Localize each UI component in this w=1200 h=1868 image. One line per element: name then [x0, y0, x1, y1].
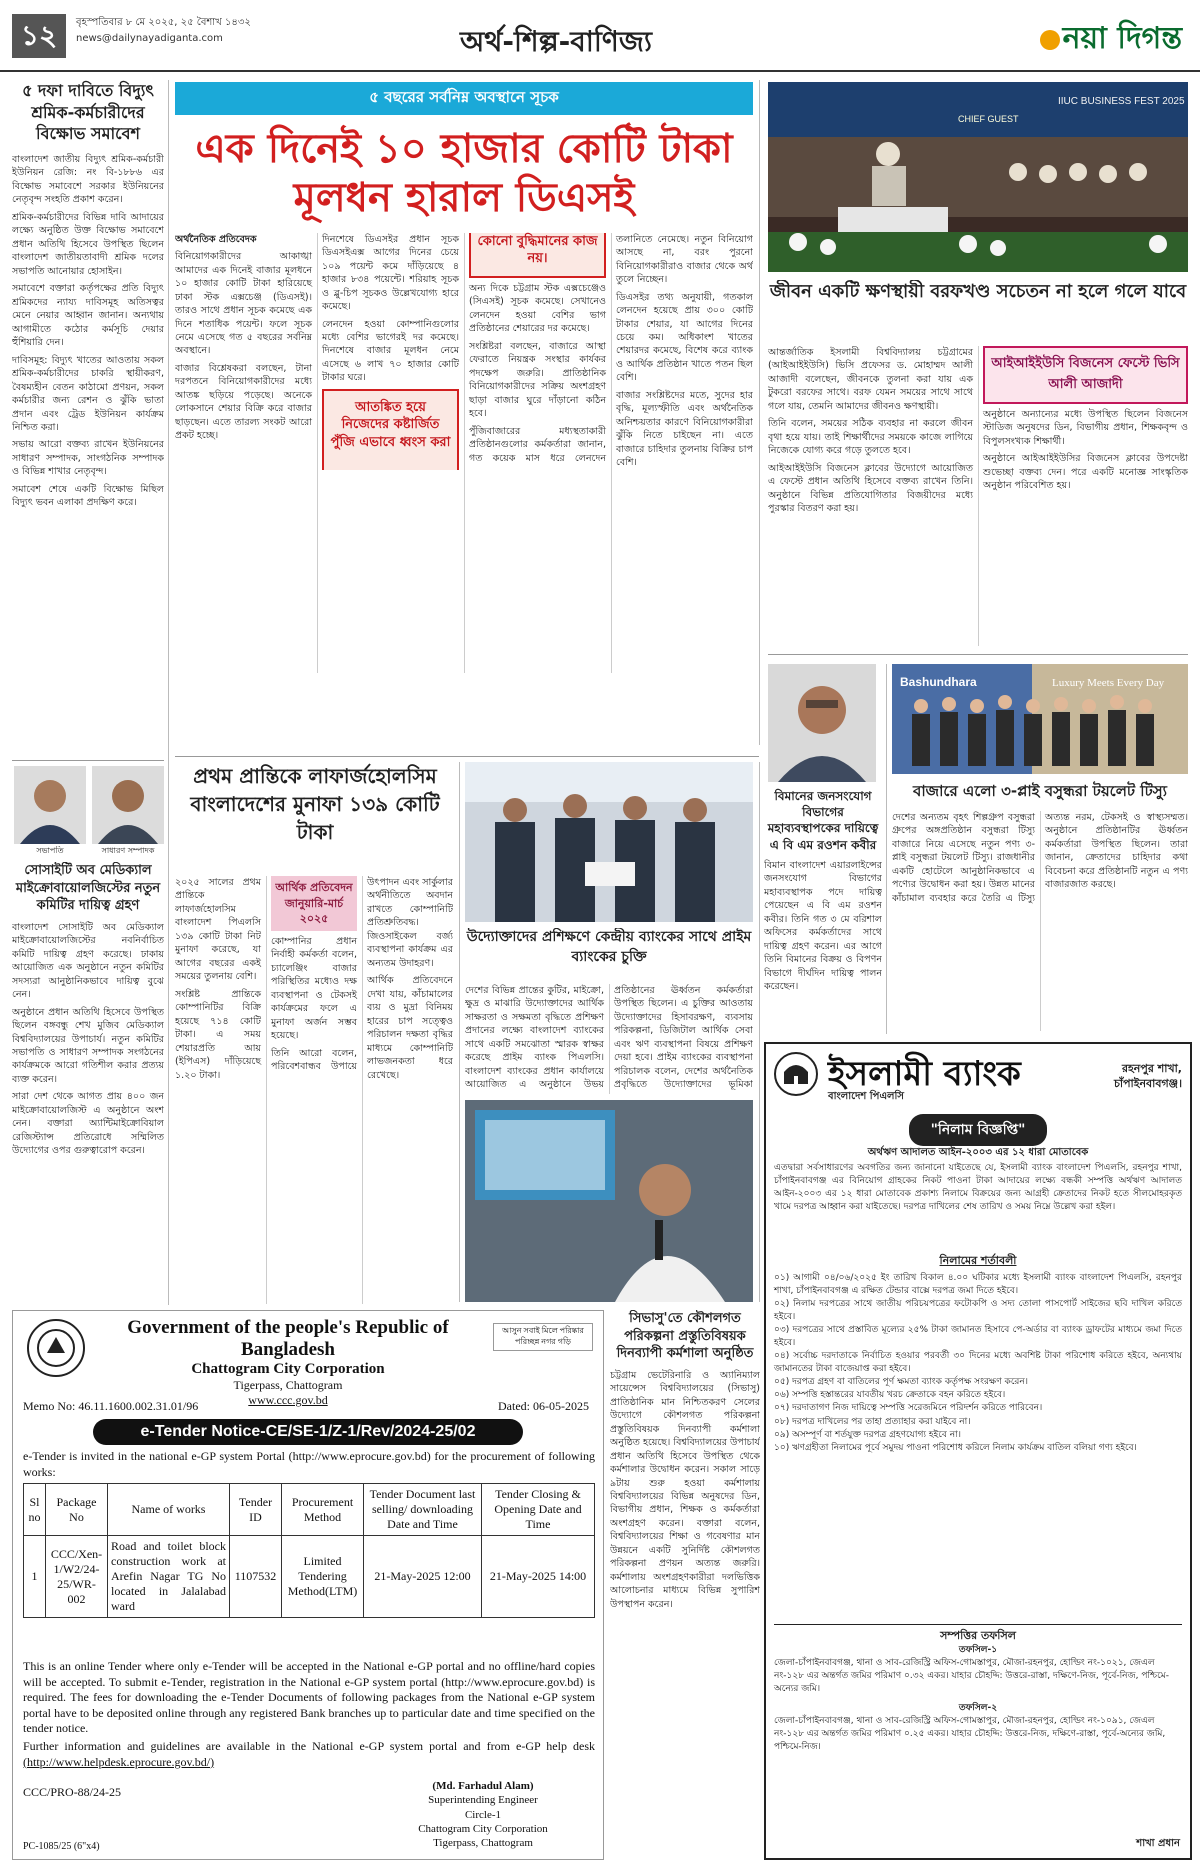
- sun-icon: [1040, 30, 1060, 50]
- schedule-2: জেলা-চাঁপাইনবাবগঞ্জ, থানা ও সাব-রেজিস্ট্রি অফিস-গোমস্তাপুর, মৌজা-রহনপুর, হোল্ডিং নং-১০৯১, জেএল নং-১২৮ এর অন্তর্গত জমির পরিমাণ ০.২৫ একর। যাহার চৌহদ্দি: উত্তরে-নিজ, দক্ষিণে-রাস্তা, পূর্বে-অন্যের জমি, পশ্চিমে-নিজ।: [774, 1716, 1166, 1753]
- prime-bank-headline-box: [465, 928, 753, 980]
- cvasu-body: চট্টগ্রাম ভেটেরিনারি ও অ্যানিম্যাল সায়েন্সেস বিশ্ববিদ্যালয়ের (সিভাসু) প্রাতিষ্ঠানিক মান নিশ্চিতকরণ সেলের উদ্যোগে কৌশলগত পরিকল্পনা প্রস্তুতিবিষয়ক দিনব্যাপী কর্মশালা অনুষ্ঠিত হয়েছে। বিশ্ববিদ্যালয়ের উপাচার্য প্রধান অতিথি হিসেবে উপস্থিত থেকে কর্মশালার উদ্বোধন করেন। সকাল সাড়ে ৯টায় শুরু হওয়া কর্মশালায় বিশ্ববিদ্যালয়ের বিভিন্ন অনুষদের ডিন, বিভাগীয় প্রধান, শিক্ষক ও কর্মকর্তারা অংশগ্রহণ করেন। বক্তারা বলেন, বিশ্ববিদ্যালয়ের শিক্ষা ও গবেষণার মান উন্নয়নে একটি সুনির্দিষ্ট কৌশলগত পরিকল্পনা প্রণয়ন অত্যন্ত জরুরি। কর্মশালায় অংশগ্রহণকারীরা দলভিত্তিক আলোচনার মাধ্যমে বিভিন্ন সুপারিশ উপস্থাপন করেন।: [610, 1369, 760, 1610]
- lead-story: [175, 82, 753, 752]
- paragraph: বাংলাদেশ জাতীয় বিদ্যুৎ শ্রমিক-কর্মচারী ইউনিয়ন রেজি: নং বি-১৮৮৬ এর বিক্ষোভ সমাবেশে সরকার ইউনিয়নের নেতৃবৃন্দ সংহতি প্রকাশ করেন।: [12, 153, 164, 206]
- term: ০৭) দরদাতাগণ নিজ দায়িত্বে সম্পত্তি সরেজমিনে পরিদর্শন করিতে পারিবেন।: [774, 1403, 1043, 1414]
- paragraph: বাজার সংশ্লিষ্টদের মতে, সুদের হার বৃদ্ধি, মূল্যস্ফীতি এবং অর্থনৈতিক অনিশ্চয়তার কারণে বিনিয়োগকারীরা ঝুঁকি নিতে চাইছেন না। এতে বাজারে চাহিদার তুলনায় বিক্রির চাপ বেশি।: [616, 389, 753, 469]
- cell-doc-date: 21-May-2025 12:00: [364, 1536, 482, 1618]
- signer-unit: Circle-1: [464, 1808, 502, 1821]
- paragraph: অনুষ্ঠানে প্রধান অতিথি হিসেবে উপস্থিত ছিলেন বঙ্গবন্ধু শেখ মুজিব মেডিক্যাল বিশ্ববিদ্যালয়ের উপাচার্য। নতুন কমিটির সভাপতি ও সাধারণ সম্পাদক সংগঠনের কার্যক্রমকে আরো গতিশীল করার প্রত্যয় ব্যক্ত করেন।: [12, 1006, 164, 1085]
- pc-number: PC-1085/25 (6"x4): [23, 1841, 100, 1852]
- paragraph: অনুষ্ঠানে আইআইইউসির বিজনেস ক্লাবের উপদেষ্টা শুভেচ্ছা বক্তব্য দেন। পরে একটি মনোজ্ঞ সাংস্কৃতিক অনুষ্ঠান পরিবেশিত হয়।: [983, 453, 1188, 492]
- term: ০৪) সর্বোচ্চ দরদাতাকে নির্বাচিত হওয়ার পরবর্তী ৩০ দিনের মধ্যে অবশিষ্ট টাকা পরিশোধ করিতে হইবে, অন্যথায় জামানতের টাকা বাজেয়াপ্ত করা হইবে।: [774, 1351, 1182, 1375]
- cvasu-headline: সিভাসু'তে কৌশলগত পরিকল্পনা প্রস্তুতিবিষয়ক দিনব্যাপী কর্মশালা অনুষ্ঠিত: [616, 1311, 754, 1362]
- mosque-logo-icon: [774, 1052, 818, 1096]
- schedule-title: সম্পত্তির তফসিল: [774, 1624, 1182, 1644]
- left-story: [12, 80, 164, 752]
- signature-block: [373, 1779, 593, 1850]
- brand-sign: Bashundhara: [900, 675, 977, 689]
- lafarge-headline: প্রথম প্রান্তিকে লাফার্জহোলসিম বাংলাদেশের মুনাফা ১৩৯ কোটি টাকা: [190, 764, 440, 844]
- schedule-2-title: তফসিল-২: [958, 1703, 998, 1714]
- biman-photo: [768, 664, 876, 782]
- left-story-headline: ৫ দফা দাবিতে বিদ্যুৎ শ্রমিক-কর্মচারীদের বিক্ষোভ সমাবেশ: [22, 81, 154, 144]
- act-line: অর্থঋণ আদালত আইন-২০০৩ এর ১২ ধারা মোতাবেক: [867, 1147, 1089, 1158]
- paragraph: সমাবেশ শেষে একটি বিক্ষোভ মিছিল বিদ্যুৎ ভবন এলাকা প্রদক্ষিণ করে।: [12, 483, 164, 509]
- tender-intro: e-Tender is invited in the national e-GP system Portal (http://www.eprocure.gov.bd) for the procurement of following works:: [23, 1449, 595, 1479]
- email-link[interactable]: news@dailynayadiganta.com: [76, 33, 223, 44]
- cc-website-link[interactable]: www.ccc.gov.bd: [248, 1393, 328, 1407]
- term: ০২) নিলাম দরপত্রের সাথে জাতীয় পরিচয়পত্রের ফটোকপি ও সদ্য তোলা পাসপোর্ট সাইজের ছবি দাখিল করিতে হইবে।: [774, 1299, 1182, 1323]
- paragraph: দাবিসমূহ: বিদ্যুৎ খাতের আওতায় সকল শ্রমিক-কর্মচারীদের চাকরি স্থায়ীকরণ, বৈষম্যহীন বেতন কাঠামো প্রণয়ন, সকল কর্মচারীর জন্য রেশন ও ঝুঁকি ভাতা প্রদান এবং ট্রেড ইউনিয়ন কার্যক্রম নিশ্চিত করা।: [12, 354, 164, 433]
- lead-headline: এক দিনেই ১০ হাজার কোটি টাকা মূলধন হারাল ডিএসই: [195, 126, 733, 221]
- paragraph: অনুষ্ঠানে অন্যান্যের মধ্যে উপস্থিত ছিলেন বিজনেস স্টাডিজ অনুষদের ডিন, বিভাগীয় প্রধান, শিক্ষকবৃন্দ ও বিপুলসংখ্যক শিক্ষার্থী।: [983, 409, 1188, 447]
- help-desk-link[interactable]: (http://www.helpdesk.eprocure.gov.bd/): [23, 1754, 215, 1769]
- paragraph: বাজার বিশ্লেষকরা বলছেন, টানা দরপতনে বিনিয়োগকারীদের মধ্যে আতঙ্ক ছড়িয়ে পড়েছে। অনেকে লোকসানে শেয়ার বিক্রি করে বাজার ছাড়ছেন। এতে তারল্য সংকট আরো প্রকট হচ্ছে।: [175, 362, 312, 442]
- bashundhara-photo: [892, 664, 1188, 774]
- iiuc-headline: জীবন একটি ক্ষণস্থায়ী বরফখণ্ড সচেতন না হলে গলে যাবে: [769, 281, 1187, 302]
- schedule: [774, 1644, 1182, 1754]
- paragraph: কোম্পানির প্রধান নির্বাহী কর্মকর্তা বলেন, চ্যালেঞ্জিং বাজার পরিস্থিতির মধ্যেও দক্ষ ব্যবস্থাপনা ও টেকসই কার্যক্রমের ফলে এ মুনাফা অর্জন সম্ভব হয়েছে।: [271, 935, 357, 1042]
- prime-bank-body: দেশের বিভিন্ন প্রান্তের কুটির, মাইক্রো, ক্ষুদ্র ও মাঝারি উদ্যোক্তাদের আর্থিক সাক্ষরতা ও সক্ষমতা বৃদ্ধিতে প্রশিক্ষণ প্রদানের লক্ষ্যে বাংলাদেশ ব্যাংকের সাথে একটি সমঝোতা স্মারক স্বাক্ষর করেছে প্রাইম ব্যাংক পিএলসি। বাংলাদেশ ব্যাংকের প্রধান কার্যালয়ে আয়োজিত এ অনুষ্ঠানে উভয় প্রতিষ্ঠানের ঊর্ধ্বতন কর্মকর্তারা উপস্থিত ছিলেন। এ চুক্তির আওতায় উদ্যোক্তাদের হিসাবরক্ষণ, ব্যবসায় পরিকল্পনা, ডিজিটাল আর্থিক সেবা এবং ঋণ ব্যবস্থাপনা বিষয়ে প্রশিক্ষণ দেয়া হবে। প্রাইম ব্যাংকের ব্যবস্থাপনা পরিচালক বলেন, দেশের অর্থনৈতিক প্রবৃদ্ধিতে উদ্যোক্তাদের ভূমিকা: [465, 985, 753, 1091]
- prime-bank-photo: [465, 762, 753, 922]
- terms-title: নিলামের শর্তাবলী: [939, 1254, 1017, 1267]
- table-row: [24, 1536, 595, 1618]
- bank-intro: এতদ্বারা সর্বসাধারণের অবগতির জন্য জানানো যাইতেছে যে, ইসলামী ব্যাংক বাংলাদেশ পিএলসি, রহনপুর শাখা, চাঁপাইনবাবগঞ্জ এর বিনিয়োগ গ্রাহকের নিকট পাওনা টাকা আদায়ের লক্ষ্যে বন্ধকী সম্পত্তি অর্থঋণ আদালত আইন-২০০৩ এর ১২ ধারা মোতাবেক প্রকাশ্য নিলামে বিক্রয়ের জন্য আগ্রহী ক্রেতাদের নিকট হতে সীলমোহরকৃত খামে দরপত্র আহ্বান করা যাইতেছে। দরপত্র দাখিলের শেষ তারিখ ও সময় নিম্নে উল্লেখ করা হইল।: [774, 1163, 1182, 1213]
- paragraph: পুঁজিবাজারের মধ্যস্থতাকারী প্রতিষ্ঠানগুলোর কর্মকর্তারা জানান, গত কয়েক মাস ধরে লেনদেন তলানিতে নেমেছে। নতুন বিনিয়োগ আসছে না, বরং পুরনো বিনিয়োগকারীরাও বাজার থেকে অর্থ তুলে নিচ্ছেন।: [469, 233, 753, 464]
- paragraph: অন্য দিকে চট্টগ্রাম স্টক এক্সচেঞ্জেও (সিএসই) সূচক কমেছে। সেখানেও লেনদেন হওয়া বেশির ভাগ প্রতিষ্ঠানের শেয়ারের দর কমেছে।: [469, 282, 606, 335]
- date-line: বৃহস্পতিবার ৮ মে ২০২৫, ২৫ বৈশাখ ১৪৩২: [76, 17, 251, 28]
- bank-signature: শাখা প্রধান: [1136, 1837, 1180, 1849]
- cell-closing-date: 21-May-2025 14:00: [482, 1536, 595, 1618]
- tender-table: [23, 1483, 595, 1618]
- paragraph: দিনশেষে ডিএসইর প্রধান সূচক ডিএসইএক্স আগের দিনের চেয়ে ১০৯ পয়েন্ট কমে দাঁড়িয়েছে ৪ হাজার ৮৩৪ পয়েন্টে। শরিয়াহ সূচক ও ব্লু-চিপ সূচকও উল্লেখযোগ্য হারে কমেছে।: [322, 233, 459, 313]
- th-sl: Sl no: [24, 1484, 46, 1536]
- lafarge-body: [175, 876, 453, 1304]
- auction-notice: "নিলাম বিজ্ঞপ্তি": [909, 1114, 1048, 1146]
- president-photo: [14, 766, 86, 844]
- paragraph: তিনি বলেন, সময়ের সঠিক ব্যবহার না করলে জীবন বৃথা হয়ে যায়। তাই শিক্ষার্থীদের সময়কে কাজে লাগিয়ে নিজেকে যোগ্য করে গড়ে তুলতে হবে।: [768, 418, 973, 457]
- paragraph: বাংলাদেশ সোসাইটি অব মেডিক্যাল মাইক্রোবায়োলজিস্টের নবনির্বাচিত কমিটি দায়িত্ব গ্রহণ করেছে। ঢাকায় আয়োজিত এক অনুষ্ঠানে নতুন কমিটির সদস্যরা আনুষ্ঠানিকভাবে দায়িত্ব বুঝে নেন।: [12, 921, 164, 1001]
- paragraph: সংশ্লিষ্টরা বলছেন, বাজারে আস্থা ফেরাতে নিয়ন্ত্রক সংস্থার কার্যকর পদক্ষেপ জরুরি। প্রাতিষ্ঠানিক বিনিয়োগকারীদের সক্রিয় অংশগ্রহণ ছাড়া বাজার ঘুরে দাঁড়ানো কঠিন হবে।: [469, 340, 606, 420]
- iiuc-photo: [768, 82, 1188, 272]
- paragraph: ২০২৫ সালের প্রথম প্রান্তিকে লাফার্জহোলসিম বাংলাদেশ পিএলসি ১৩৯ কোটি টাকা নিট মুনাফা করেছে, যা আগের বছরের একই সময়ের তুলনায় বেশি।: [175, 877, 261, 983]
- side-note: আসুন সবাই মিলে পরিষ্কার পরিচ্ছন্ন নগর গড়ি: [493, 1323, 593, 1351]
- th-works: Name of works: [108, 1484, 230, 1536]
- pull-quote: আতঙ্কিত হয়ে নিজেদের কষ্টার্জিত পুঁজি এভাবে ধ্বংস করা কোনো বুদ্ধিমানের কাজ নয়।: [322, 233, 606, 470]
- banner-subtext: CHIEF GUEST: [958, 114, 1019, 124]
- iiuc-body: [768, 346, 1188, 646]
- term: ০৮) দরপত্র দাখিলের পর তাহা প্রত্যাহার করা যাইবে না।: [774, 1416, 971, 1427]
- cell-sl: 1: [24, 1536, 46, 1618]
- bank-branch: রহনপুর শাখা, চাঁপাইনবাবগঞ্জ।: [1113, 1062, 1182, 1090]
- memo-date: Dated: 06-05-2025: [498, 1399, 589, 1413]
- society-story: [12, 862, 164, 1302]
- workshop-photo: [465, 1100, 753, 1302]
- left-story-body: [12, 153, 164, 514]
- tender-para-2: Further information and guidelines are available in the National e-GP system portal and from e-GP help desk: [23, 1739, 595, 1753]
- logo-text: নয়া দিগন্ত: [1062, 21, 1182, 56]
- paragraph: ডিএসইর তথ্য অনুযায়ী, গতকাল লেনদেন হয়েছে প্রায় ৩০০ কোটি টাকার শেয়ার, যা আগের দিনের চেয়ে কম। অধিকাংশ খাতের শেয়ারদর কমেছে, বিশেষ করে ব্যাংক ও আর্থিক প্রতিষ্ঠান খাতে পতন ছিল বেশি।: [616, 291, 753, 384]
- term: ০৫) দরপত্র গ্রহণ বা বাতিলের পূর্ণ ক্ষমতা ব্যাংক কর্তৃপক্ষ সংরক্ষণ করেন।: [774, 1377, 1028, 1388]
- cc-address: Tigerpass, Chattogram: [233, 1378, 343, 1392]
- th-tender-id: Tender ID: [230, 1484, 282, 1536]
- signer-title: Superintending Engineer: [428, 1794, 538, 1807]
- tender-notice: [12, 1310, 604, 1860]
- cell-tender-id: 1107532: [230, 1536, 282, 1618]
- page-number: ১২: [12, 14, 66, 58]
- paragraph: শ্রমিক-কর্মচারীদের বিভিন্ন দাবি আদায়ের লক্ষ্যে অনুষ্ঠিত উক্ত বিক্ষোভ সমাবেশে প্রধান অতিথি হিসেবে উপস্থিত ছিলেন বাংলাদেশ জাতীয়তাবাদী শ্রমিক দলের সভাপতি আনোয়ার হোসাইন।: [12, 211, 164, 277]
- byline: অর্থনৈতিক প্রতিবেদক: [175, 233, 257, 245]
- prime-bank-headline: উদ্যোক্তাদের প্রশিক্ষণে কেন্দ্রীয় ব্যাংকের সাথে প্রাইম ব্যাংকের চুক্তি: [466, 929, 752, 965]
- biman-body: বিমান বাংলাদেশ এয়ারলাইন্সের জনসংযোগ বিভাগের মহাব্যবস্থাপক পদে দায়িত্ব পেয়েছেন এ বি এম রওশন কবীর। তিনি গত ৩ মে বরিশাল অফিসের কর্মকর্তাদের সাথে দায়িত্ব গ্রহণ করেন। এর আগে তিনি বিমানের বিক্রয় ও বিপণন বিভাগে দীর্ঘদিন দায়িত্ব পালন করেছেন।: [764, 859, 882, 993]
- paragraph: সংশ্লিষ্ট প্রান্তিকে কোম্পানিটির বিক্রি হয়েছে ৭১৪ কোটি টাকা। এ সময় শেয়ারপ্রতি আয় (ইপিএস) দাঁড়িয়েছে ১.২০ টাকা।: [175, 988, 261, 1081]
- paragraph: সারা দেশ থেকে আগত প্রায় ৪০০ জন মাইক্রোবায়োলজিস্ট এ অনুষ্ঠানে অংশ নেন। বক্তারা অ্যান্টিমাইক্রোবিয়াল রেজিস্ট্যান্স প্রতিরোধে সম্মিলিত উদ্যোগের ওপর গুরুত্বারোপ করেন।: [12, 1091, 164, 1157]
- th-method: Procurement Method: [282, 1484, 364, 1536]
- term: ০৯) অসম্পূর্ণ বা শর্তযুক্ত দরপত্র গ্রহণযোগ্য হইবে না।: [774, 1429, 961, 1440]
- lead-kicker: ৫ বছরের সর্বনিম্ন অবস্থানে সূচক: [175, 82, 753, 115]
- th-doc-date: Tender Document last selling/ downloading Date and Time: [364, 1484, 482, 1536]
- bashundhara-story: [892, 780, 1188, 1035]
- cell-method: Limited Tendering Method(LTM): [282, 1536, 364, 1618]
- cvasu-story: [610, 1310, 760, 1860]
- schedule-1-title: তফসিল-১: [958, 1645, 998, 1655]
- bank-sub: বাংলাদেশ পিএলসি: [828, 1091, 904, 1102]
- paragraph: আর্থিক প্রতিবেদনে দেখা যায়, কাঁচামালের ব্যয় ও মুদ্রা বিনিময় হারের চাপ সত্ত্বেও পরিচালন দক্ষতা বৃদ্ধির মাধ্যমে কোম্পানিটি লাভজনকতা ধরে রেখেছে।: [367, 975, 453, 1081]
- logo[interactable]: [1040, 14, 1182, 65]
- secretary-photo: [92, 766, 164, 844]
- tender-para-1: This is an online Tender where only e-Tender will be accepted in the National e-GP portal and no offline/hard copies will be accepted. To submit e-Tender, registration in the National e-GP system portal (http://www.eprocure.gov.bd) is required. The fees for downloading the e-Tender Documents of following packages from the National e-GP system portal have to be deposited online through any registered Bank branches up to particular date and time specified on the tender notice.: [23, 1659, 595, 1736]
- society-headline: সোসাইটি অব মেডিক্যাল মাইক্রোবায়োলজিস্টের নতুন কমিটির দায়িত্ব গ্রহণ: [15, 863, 161, 914]
- term: ০১) আগামী ০৪/০৬/২০২৫ ইং তারিখ বিকাল ৪.০০ ঘটিকার মধ্যে ইসলামী ব্যাংক বাংলাদেশ পিএলসি, রহনপুর শাখা, চাঁপাইনবাবগঞ্জ এ রক্ষিত টেন্ডার বাক্সে দরপত্র জমা দিতে হইবে।: [774, 1273, 1182, 1297]
- cell-package: CCC/Xen-1/W2/24-25/WR-002: [46, 1536, 108, 1618]
- paragraph: আন্তর্জাতিক ইসলামী বিশ্ববিদ্যালয় চট্টগ্রামের (আইআইইউসি) ভিসি প্রফেসর ড. মোহাম্মদ আলী আজাদী বলেছেন, জীবনকে তুলনা করা যায় এক টুকরো বরফের সাথে। বরফ যেমন সময়ের সাথে সাথে গলে যায়, তেমনি আমাদের জীবনও ক্ষণস্থায়ী।: [768, 347, 973, 412]
- banner-text: IIUC BUSINESS FEST 2025: [1058, 96, 1185, 107]
- bashundhara-headline: বাজারে এলো ৩-প্লাই বসুন্ধরা টয়লেট টিস্যু: [912, 782, 1168, 800]
- section-title: অর্থ-শিল্প-বাণিজ্য: [460, 25, 653, 58]
- president-label: সভাপতি: [36, 846, 64, 855]
- th-package: Package No: [46, 1484, 108, 1536]
- bashundhara-body: দেশের অন্যতম বৃহৎ শিল্পগ্রুপ বসুন্ধরা গ্রুপের অঙ্গপ্রতিষ্ঠান বসুন্ধরা টিস্যু বাজারে নিয়ে এসেছে নতুন পণ্য ৩-প্লাই বসুন্ধরা টয়লেট টিস্যু। রাজধানীর একটি হোটেলে আনুষ্ঠানিকভাবে এ পণ্যের উদ্বোধন করা হয়। উন্নত মানের কাঁচামাল ব্যবহার করে তৈরি এ টিস্যু অত্যন্ত নরম, টেকসই ও স্বাস্থ্যসম্মত। অনুষ্ঠানে প্রতিষ্ঠানটির ঊর্ধ্বতন কর্মকর্তারা উপস্থিত ছিলেন। তারা জানান, ক্রেতাদের চাহিদার কথা বিবেচনা করে প্রতিষ্ঠানটি নতুন এ পণ্য বাজারজাত করছে।: [892, 812, 1188, 904]
- gov-title: Government of the people's Republic of Bangladesh: [127, 1317, 449, 1360]
- paragraph: সভায় আরো বক্তব্য রাখেন ইউনিয়নের সাধারণ সম্পাদক, সাংগঠনিক সম্পাদক ও বিভিন্ন শাখার নেতৃবৃন্দ।: [12, 439, 164, 478]
- signer-address: Tigerpass, Chattogram: [433, 1837, 533, 1850]
- term: ০৩) দরপত্রের সাথে প্রস্তাবিত মূল্যের ২৫% টাকা জামানত হিসাবে পে-অর্ডার বা ব্যাংক ড্রাফটের মাধ্যমে জমা দিতে হইবে।: [774, 1325, 1182, 1349]
- schedule-1: জেলা-চাঁপাইনবাবগঞ্জ, থানা ও সাব-রেজিস্ট্রি অফিস-গোমস্তাপুর, মৌজা-রহনপুর, হোল্ডিং নং-১০২১, জেএল নং-১২৮ এর অন্তর্গত জমির পরিমাণ ০.৩২ একর। যাহার চৌহদ্দি: উত্তরে-রাস্তা, দক্ষিণে-নিজ, পূর্বে-নিজ, পশ্চিমে-অন্যের জমি।: [774, 1658, 1169, 1695]
- luxury-sign: Luxury Meets Every Day: [1052, 677, 1165, 689]
- paragraph: আইআইইউসি বিজনেস ক্লাবের উদ্যোগে আয়োজিত এ ফেস্টে প্রধান অতিথি হিসেবে বক্তব্য রাখেন তিনি। অনুষ্ঠানে বিভিন্ন প্রতিযোগিতার বিজয়ীদের মধ্যে পুরস্কার বিতরণ করা হয়।: [768, 462, 973, 515]
- pro-number: CCC/PRO-88/24-25: [23, 1785, 122, 1799]
- paragraph: তিনি আরো বলেন, পরিবেশবান্ধব উপায়ে উৎপাদন এবং সার্কুলার অর্থনীতিতে অবদান রাখতে কোম্পানিটি প্রতিশ্রুতিবদ্ধ। জিওসাইকেল বর্জ্য ব্যবস্থাপনা কার্যক্রম এর অন্যতম উদাহরণ।: [271, 877, 453, 1073]
- lafarge-headline-box: [175, 762, 455, 872]
- masthead: [0, 0, 1200, 72]
- term: ০৬) সম্পত্তি হস্তান্তরের যাবতীয় খরচ ক্রেতাকে বহন করিতে হইবে।: [774, 1390, 1006, 1401]
- paragraph: বিনিয়োগকারীদের আকাঙ্খা আমাদের এক দিনেই বাজার মূলধনে ১০ হাজার কোটি টাকা হারিয়েছে ঢাকা স্টক এক্সচেঞ্জ (ডিএসই)। তারও সাথে প্রধান সূচক কমেছে এক দিনে শতাধিক পয়েন্ট। ফলে সূচক নেমে এসেছে গত ৫ বছরের সর্বনিম্ন অবস্থানে।: [175, 251, 312, 357]
- city-corporation-seal-icon: [27, 1319, 85, 1377]
- biman-headline: বিমানের জনসংযোগ বিভাগের মহাব্যবস্থাপকের দায়িত্বে এ বি এম রওশন কবীর: [767, 789, 879, 852]
- report-label: আর্থিক প্রতিবেদন জানুয়ারি-মার্চ ২০২৫: [271, 876, 357, 931]
- iiuc-tag: আইআইইউসি বিজনেস ফেস্টে ভিসি আলী আজাদী: [983, 346, 1188, 404]
- signer-name: (Md. Farhadul Alam): [432, 1780, 534, 1792]
- lead-body: [175, 233, 753, 673]
- paragraph: সমাবেশে বক্তারা কর্তৃপক্ষের প্রতি বিদ্যুৎ শ্রমিকদের ন্যায্য দাবিসমূহ অতিসত্বর মেনে নেয়ার আহ্বান জানান। অন্যথায় আগামীতে কঠোর কর্মসূচি দেয়ার হুঁশিয়ারি দেন।: [12, 283, 164, 349]
- term: ১০) ঋণগ্রহীতা নিলামের পূর্বে সমুদয় পাওনা পরিশোধ করিলে নিলাম কার্যক্রম বাতিল বলিয়া গণ্য হইবে।: [774, 1442, 1137, 1453]
- prime-bank-story: [465, 984, 753, 1094]
- biman-story: [764, 788, 882, 1018]
- table-header-row: [24, 1484, 595, 1536]
- terms-list: [774, 1272, 1182, 1455]
- cc-title: Chattogram City Corporation: [191, 1361, 385, 1377]
- cell-works: Road and toilet block construction work at Arefin Nagar TG No located in Jalalabad ward: [108, 1536, 230, 1618]
- memo-no: Memo No: 46.11.1600.002.31.01/96: [23, 1399, 199, 1413]
- bank-title: ইসলামী ব্যাংক: [828, 1054, 1021, 1094]
- tender-title: e-Tender Notice-CE/SE-1/Z-1/Rev/2024-25/02: [93, 1419, 523, 1445]
- secretary-label: সাধারণ সম্পাদক: [101, 846, 155, 855]
- signer-org: Chattogram City Corporation: [418, 1822, 548, 1835]
- islami-bank-ad: [764, 1042, 1192, 1860]
- th-closing-date: Tender Closing & Opening Date and Time: [482, 1484, 595, 1536]
- paragraph: লেনদেন হওয়া কোম্পানিগুলোর মধ্যে বেশির ভাগেরই দর কমেছে। দিনশেষে বাজার মূলধন নেমে এসেছে ৬ লাখ ৭০ হাজার কোটি টাকার ঘরে।: [322, 318, 459, 384]
- iiuc-headline-box: [768, 280, 1188, 340]
